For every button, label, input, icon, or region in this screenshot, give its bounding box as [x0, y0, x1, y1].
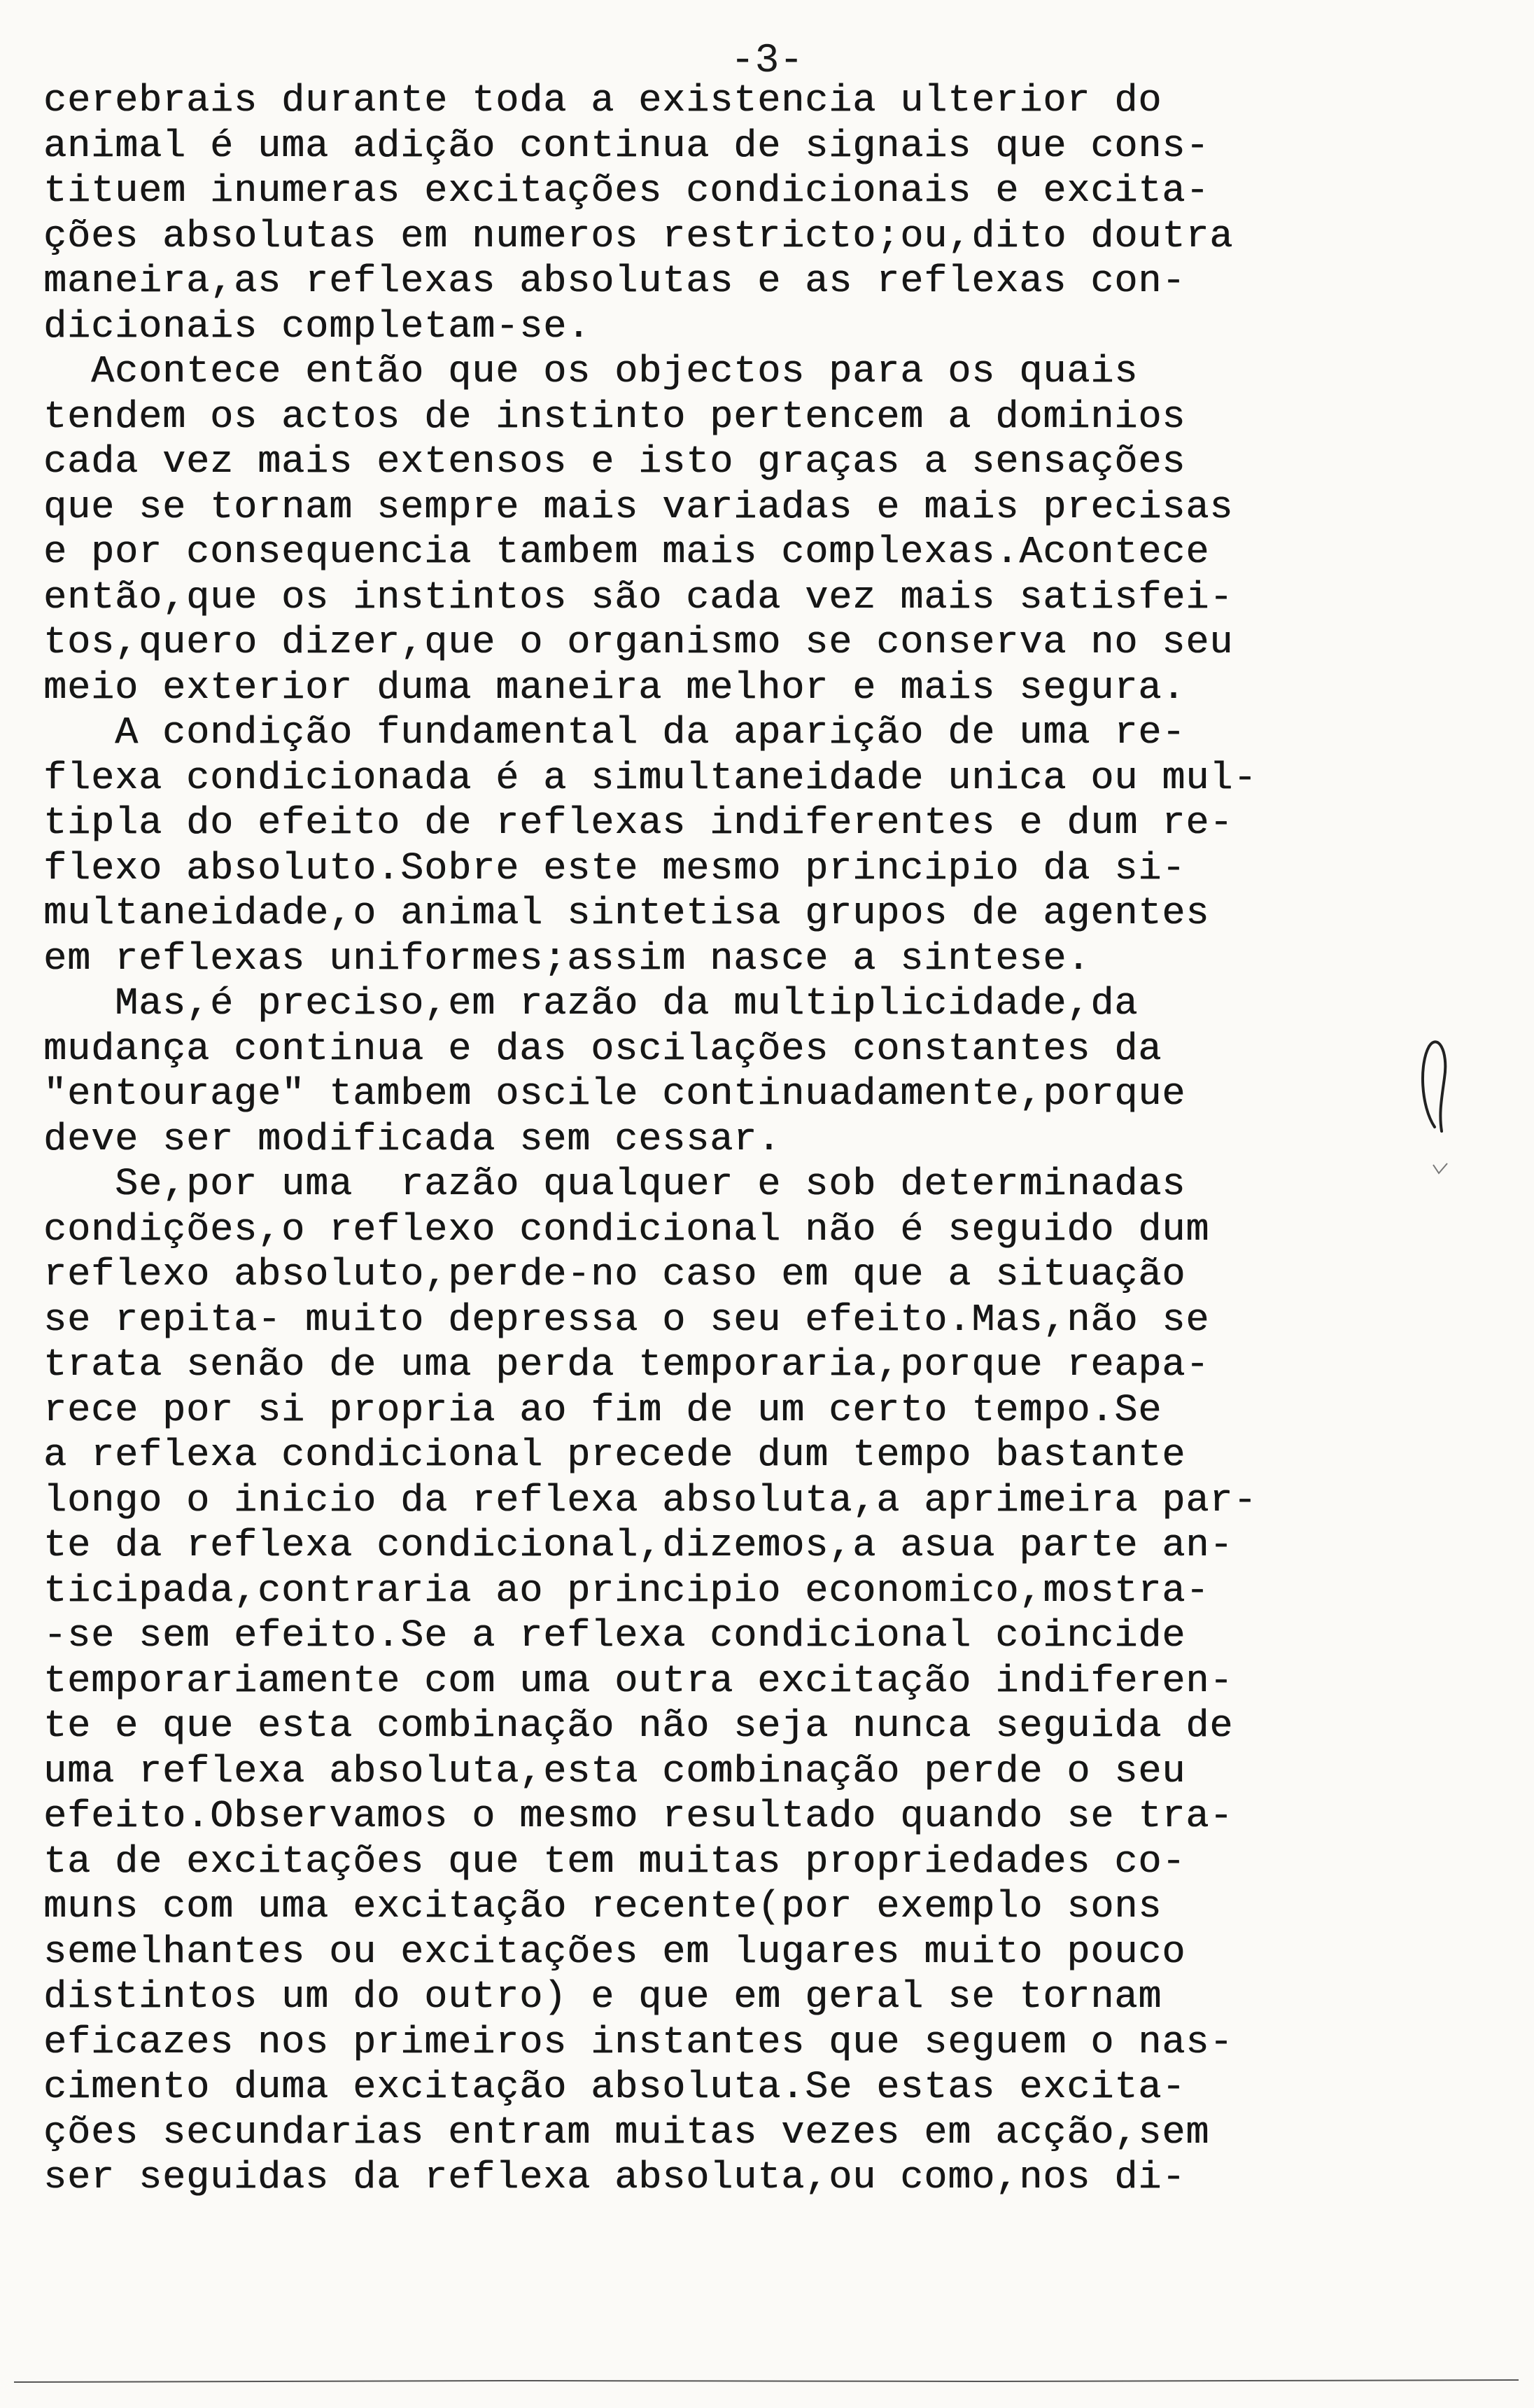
text-line: a reflexa condicional precede dum tempo bastante	[43, 1433, 1186, 1477]
text-line: animal é uma adição continua de signais que cons-	[43, 123, 1210, 168]
text-line: ticipada,contraria ao principio economico,mostra-	[43, 1568, 1210, 1613]
text-line: reflexo absoluto,perde-no caso em que a situação	[43, 1252, 1186, 1296]
text-line: temporariamente com uma outra excitação indiferen-	[43, 1658, 1234, 1703]
text-line: muns com uma excitação recente(por exemplo sons	[43, 1884, 1162, 1928]
text-line: em reflexas uniformes;assim nasce a sintese.	[43, 936, 1091, 981]
text-line: te e que esta combinação não seja nunca seguida de	[43, 1704, 1234, 1748]
text-line: tipla do efeito de reflexas indiferentes e dum re-	[43, 801, 1234, 845]
pencil-tick-mark	[1432, 1162, 1449, 1176]
text-line: efeito.Observamos o mesmo resultado quando se tra-	[43, 1794, 1234, 1838]
handwritten-margin-mark	[1414, 1036, 1456, 1134]
text-line: cimento duma excitação absoluta.Se estas excita-	[43, 2065, 1186, 2109]
text-line: distintos um do outro) e que em geral se tornam	[43, 1975, 1162, 2019]
text-line: Acontece então que os objectos para os quais	[43, 349, 1139, 393]
text-line: flexa condicionada é a simultaneidade unica ou mul-	[43, 755, 1258, 800]
text-line: uma reflexa absoluta,esta combinação perde o seu	[43, 1749, 1186, 1793]
text-line: cada vez mais extensos e isto graças a sensações	[43, 440, 1186, 484]
text-line: condições,o reflexo condicional não é seguido dum	[43, 1207, 1210, 1252]
text-line: multaneidade,o animal sintetisa grupos de agentes	[43, 891, 1210, 935]
text-line: ser seguidas da reflexa absoluta,ou como,nos di-	[43, 2155, 1186, 2199]
text-line: trata senão de uma perda temporaria,porque reapa-	[43, 1343, 1210, 1387]
text-line: ta de excitações que tem muitas propriedades co-	[43, 1839, 1186, 1884]
text-line: cerebrais durante toda a existencia ulterior do	[43, 78, 1162, 122]
text-line: longo o inicio da reflexa absoluta,a aprimeira par-	[43, 1478, 1258, 1522]
bottom-edge-line	[14, 2376, 1519, 2385]
text-line: mudança continua e das oscilações constantes da	[43, 1026, 1162, 1071]
text-line: maneira,as reflexas absolutas e as reflexas con-	[43, 259, 1186, 303]
page-number: -3-	[730, 38, 804, 84]
text-line: te da reflexa condicional,dizemos,a asua parte an-	[43, 1523, 1234, 1567]
typewritten-body	[43, 78, 1492, 2201]
text-line: eficazes nos primeiros instantes que seguem o nas-	[43, 2019, 1234, 2064]
text-line: "entourage" tambem oscile continuadamente,porque	[43, 1072, 1186, 1116]
text-line: A condição fundamental da aparição de uma re-	[43, 710, 1186, 755]
text-line: ções secundarias entram muitas vezes em acção,sem	[43, 2110, 1210, 2155]
text-line: e por consequencia tambem mais complexas.Acontece	[43, 530, 1210, 574]
text-line: -se sem efeito.Se a reflexa condicional coincide	[43, 1614, 1186, 1658]
text-line: que se tornam sempre mais variadas e mais precisas	[43, 484, 1234, 529]
text-line: semelhantes ou excitações em lugares muito pouco	[43, 1929, 1186, 1974]
text-line: Mas,é preciso,em razão da multiplicidade,da	[43, 981, 1139, 1026]
text-line: tituem inumeras excitações condicionais e excita-	[43, 169, 1210, 213]
text-line: ções absolutas em numeros restricto;ou,dito doutra	[43, 214, 1234, 258]
text-line: se repita- muito depressa o seu efeito.Mas,não se	[43, 1297, 1210, 1342]
text-line: Se,por uma razão qualquer e sob determinadas	[43, 1162, 1186, 1206]
text-line: deve ser modificada sem cessar.	[43, 1116, 782, 1161]
text-line: dicionais completam-se.	[43, 304, 591, 349]
text-line: rece por si propria ao fim de um certo tempo.Se	[43, 1387, 1162, 1432]
text-line: meio exterior duma maneira melhor e mais segura.	[43, 665, 1186, 710]
text-line: então,que os instintos são cada vez mais satisfei-	[43, 575, 1234, 620]
text-line: tendem os actos de instinto pertencem a dominios	[43, 394, 1186, 439]
text-line: tos,quero dizer,que o organismo se conserva no seu	[43, 620, 1234, 664]
text-line: flexo absoluto.Sobre este mesmo principio da si-	[43, 846, 1186, 890]
